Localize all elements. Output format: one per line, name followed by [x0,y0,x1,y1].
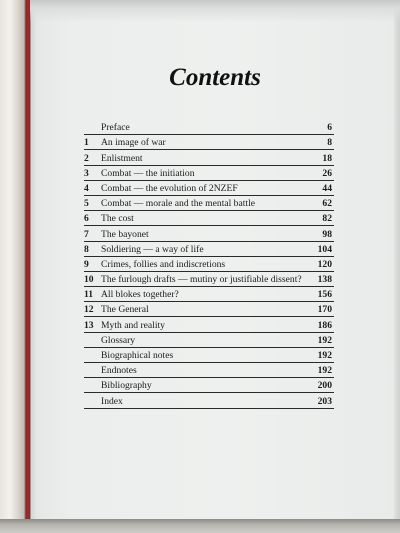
book-bottom-edge [0,519,400,533]
chapter-number: 8 [84,243,89,255]
chapter-title: Soldiering — a way of life [101,243,204,255]
chapter-number: 12 [84,304,94,316]
chapter-number: 4 [84,182,89,194]
page-number: 156 [317,289,332,301]
chapter-number: 13 [84,319,94,331]
chapter-title: Enlistment [101,152,143,164]
page-number: 104 [317,243,332,255]
toc-entry [84,378,334,393]
chapter-title: Index [101,395,123,407]
chapter-title: The bayonet [101,228,149,240]
toc-entry [84,226,334,241]
toc-entry [84,166,334,181]
page-number: 192 [317,350,332,361]
chapter-number: 6 [84,213,89,225]
toc-entry [84,302,334,317]
page-number: 120 [317,258,332,270]
chapter-title: The furlough drafts — mutiny or justifiable dissent? [101,274,302,286]
page-number: 203 [317,395,332,407]
toc-entry [84,348,334,363]
chapter-title: The General [101,304,149,316]
toc-entry [84,363,334,378]
chapter-number: 3 [84,167,89,179]
chapter-title: The cost [101,213,134,225]
page-number: 8 [327,137,332,149]
toc-entry [84,150,334,165]
page-number: 138 [317,274,332,286]
chapter-title: Preface [101,122,130,134]
page-number: 82 [322,213,332,225]
toc-entry [84,287,334,302]
page-number: 6 [327,122,332,134]
chapter-title: Glossary [101,334,136,346]
toc-entry [84,196,334,211]
chapter-title: All blokes together? [101,289,179,301]
chapter-number: 10 [84,274,94,286]
page-number: 192 [317,334,332,346]
page-title: Contents [169,64,261,91]
chapter-number: 5 [84,198,89,210]
toc-entry [84,393,334,408]
toc-entry [84,120,334,135]
chapter-title: Combat — morale and the mental battle [101,198,255,210]
toc-entry [84,333,334,348]
chapter-title: Combat — the evolution of 2NZEF [101,182,238,194]
chapter-number: 2 [84,152,89,164]
toc-entry [84,272,334,287]
toc-entry [84,211,334,226]
toc-entry [84,242,334,257]
chapter-title: Bibliography [101,380,152,392]
page-number: 98 [322,228,332,240]
toc-entry [84,257,334,272]
chapter-title: Myth and reality [101,319,165,331]
page-number: 62 [322,198,332,210]
chapter-title: Biographical notes [101,350,174,361]
chapter-title: An image of war [101,137,166,149]
toc-entry [84,181,334,196]
page-shadow [30,0,400,22]
page-number: 18 [322,152,332,164]
chapter-number: 11 [84,289,94,301]
chapter-number: 7 [84,228,89,240]
toc-entry [84,135,334,150]
book-spine [0,0,30,533]
table-of-contents [84,120,334,409]
chapter-number: 9 [84,258,89,270]
chapter-title: Crimes, follies and indiscretions [101,258,226,270]
chapter-title: Combat — the initiation [101,167,195,179]
chapter-number: 1 [84,137,89,149]
page-number: 200 [317,380,332,392]
page-number: 26 [322,167,332,179]
page-number: 44 [322,182,332,194]
page-number: 170 [317,304,332,316]
chapter-title: Endnotes [101,365,137,377]
page-number: 192 [317,365,332,377]
page-number: 186 [317,319,332,331]
toc-entry [84,317,334,332]
